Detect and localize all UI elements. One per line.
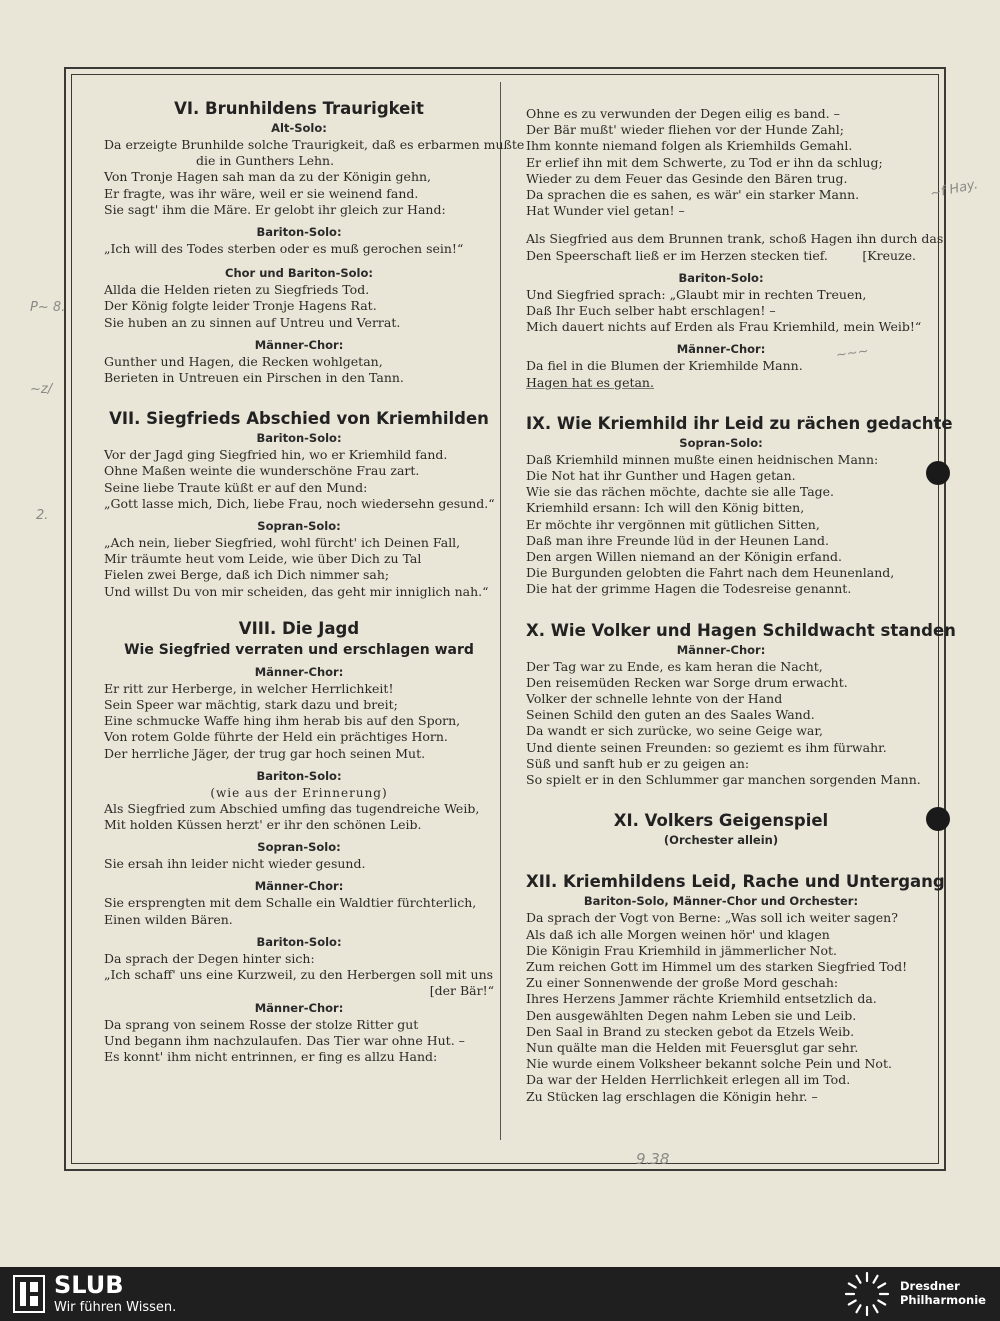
verse-line: Wieder zu dem Feuer das Gesinde den Bären trug. (526, 170, 848, 186)
verse-line: Hagen hat es getan. (526, 374, 654, 390)
verse-line: Er fragte, was ihr wäre, weil er sie weinend fand. (104, 185, 419, 201)
verse-line: Als Siegfried zum Abschied umfing das tugendreiche Weib, (104, 800, 480, 816)
dp-line-2: Philharmonie (900, 1293, 986, 1307)
verse-line: Fielen zwei Berge, daß ich Dich nimmer sah; (104, 567, 390, 583)
verse-line: Ihres Herzens Jammer rächte Kriemhild entsetzlich da. (526, 991, 877, 1007)
verse-line: Zu einer Sonnenwende der große Mord geschah: (526, 975, 839, 991)
verse-line: „Ich schaff' uns eine Kurzweil, zu den Herbergen soll mit uns (104, 967, 494, 983)
punch-hole-bottom (926, 807, 950, 831)
verse-line: Und diente seinen Freunden: so geziemt es ihm fürwahr. (526, 739, 887, 755)
section-title: VII. Siegfrieds Abschied von Kriemhilden (109, 409, 489, 429)
pencil-mark: ~f Hay. (928, 177, 980, 202)
footer-bar (0, 1267, 1000, 1321)
verse-line: Der König folgte leider Tronje Hagens Rat. (104, 298, 377, 314)
voice-label: Männer-Chor: (254, 1000, 344, 1015)
verse-line: Der Tag war zu Ende, es kam heran die Nacht, (526, 658, 823, 674)
verse-line: Sie ersprengten mit dem Schalle ein Waldtier fürchterlich, (104, 895, 477, 911)
punch-hole-top (926, 461, 950, 485)
verse-line: Einen wilden Bären. (104, 911, 233, 927)
verse-line: Süß und sanft hub er zu geigen an: (526, 755, 750, 771)
voice-label: Männer-Chor: (254, 337, 344, 352)
voice-label: Bariton-Solo, Männer-Chor und Orchester: (583, 894, 859, 909)
verse-line: Volker der schnelle lehnte von der Hand (526, 691, 783, 707)
left-column (104, 98, 525, 1065)
pencil-mark: ~z/ (30, 382, 53, 397)
verse-line: Es konnt' ihm nicht entrinnen, er fing es allzu Hand: (104, 1048, 438, 1064)
verse-line: Zu Stücken lag erschlagen die Königin hehr. – (526, 1088, 818, 1104)
verse-line: Berieten in Untreuen ein Pirschen in den Tann. (104, 370, 404, 386)
verse-line: Da wandt er sich zurücke, wo seine Geige war, (526, 723, 823, 739)
voice-label: Männer-Chor: (254, 664, 344, 679)
verse-line: [der Bär!“ (429, 983, 494, 999)
dp-line-1: Dresdner (900, 1279, 960, 1293)
voice-label: Alt-Solo: (271, 121, 327, 135)
verse-line: Der Bär mußt' wieder fliehen vor der Hunde Zahl; (526, 122, 844, 138)
verse-line: Sie sagt' ihm die Märe. Er gelobt ihr gleich zur Hand: (104, 201, 446, 217)
verse-line: Da sprachen die es sahen, es wär' ein starker Mann. (526, 187, 860, 203)
verse-line: Der herrliche Jäger, der trug gar hoch seinen Mut. (104, 745, 426, 761)
pencil-mark: 2. (36, 508, 49, 523)
verse-line: Den argen Willen niemand an der Königin erfand. (526, 549, 843, 565)
verse-line: Seine liebe Traute küßt er auf den Mund: (104, 479, 368, 495)
slub-name[interactable]: SLUB (54, 1271, 124, 1299)
verse-line: Er erlief ihn mit dem Schwerte, zu Tod er ihn da schlug; (526, 154, 883, 170)
verse-line: „Gott lasse mich, Dich, liebe Frau, noch wiedersehn gesund.“ (104, 495, 495, 511)
voice-label: Bariton-Solo: (256, 934, 342, 949)
verse-line: Und begann ihm nachzulaufen. Das Tier war ohne Hut. – (104, 1032, 465, 1048)
verse-line: Vor der Jagd ging Siegfried hin, wo er Kriemhild fand. (104, 447, 448, 463)
verse-line: Gunther und Hagen, die Recken wohlgetan, (104, 353, 383, 369)
verse-line: Hat Wunder viel getan! – (526, 203, 685, 219)
slub-tagline: Wir führen Wissen. (54, 1300, 177, 1315)
verse-line: „Ach nein, lieber Siegfried, wohl fürcht' ich Deinen Fall, (104, 535, 461, 551)
verse-line: Sie huben an zu sinnen auf Untreu und Verrat. (104, 314, 401, 330)
verse-line: Und Siegfried sprach: „Glaubt mir in rechten Treuen, (526, 286, 867, 302)
verse-line: Daß Ihr Euch selber habt erschlagen! – (526, 303, 776, 319)
verse-line: Er möchte ihr vergönnen mit gütlichen Sitten, (526, 516, 820, 532)
column-divider (500, 82, 501, 1140)
voice-label: Sopran-Solo: (679, 435, 763, 450)
voice-label: Bariton-Solo: (256, 225, 342, 240)
voice-label: Männer-Chor: (676, 342, 766, 357)
verse-line: Die Burgunden gelobten die Fahrt nach dem Heunenland, (526, 565, 895, 581)
verse-line: Ihm konnte niemand folgen als Kriemhilds Gemahl. (526, 138, 853, 154)
voice-label: Bariton-Solo: (256, 768, 342, 783)
section-subtitle: Wie Siegfried verraten und erschlagen ward (124, 641, 474, 658)
verse-line: Er ritt zur Herberge, in welcher Herrlichkeit! (104, 680, 394, 696)
verse-line: Den ausgewählten Degen nahm Leben sie und Leib. (526, 1007, 857, 1023)
verse-line: Mich dauert nichts auf Erden als Frau Kriemhild, mein Weib!“ (526, 319, 922, 335)
verse-line: Da sprach der Degen hinter sich: (104, 950, 315, 966)
voice-label: Männer-Chor: (676, 642, 766, 657)
voice-label: Sopran-Solo: (257, 519, 341, 534)
verse-line: Kriemhild ersann: Ich will den König bitten, (526, 500, 805, 516)
verse-line: Da fiel in die Blumen der Kriemhilde Mann. (526, 358, 803, 374)
verse-line: Daß Kriemhild minnen mußte einen heidnischen Mann: (526, 451, 879, 467)
voice-label: Bariton-Solo: (256, 431, 342, 446)
verse-line: die in Gunthers Lehn. (196, 153, 335, 169)
verse-line: Von rotem Golde führte der Held ein prächtiges Horn. (104, 729, 448, 745)
pencil-mark: 9.38 (636, 1150, 670, 1168)
verse-line: Die Not hat ihr Gunther und Hagen getan. (526, 468, 796, 484)
section-title: XI. Volkers Geigenspiel (613, 811, 829, 831)
section-title: X. Wie Volker und Hagen Schildwacht standen (526, 620, 956, 640)
verse-line: Den reisemüden Recken war Sorge drum erwacht. (526, 674, 848, 690)
verse-line: Ohne Maßen weinte die wunderschöne Frau zart. (104, 463, 420, 479)
slub-logo-icon[interactable] (12, 1274, 46, 1314)
voice-label: Sopran-Solo: (257, 840, 341, 855)
pencil-mark: ~~~ (835, 343, 870, 364)
verse-line: Sie ersah ihn leider nicht wieder gesund. (104, 856, 366, 872)
verse-line-row (526, 248, 916, 264)
performance-note: (wie aus der Erinnerung) (210, 785, 388, 800)
section-title: VI. Brunhildens Traurigkeit (174, 99, 424, 118)
verse-line: Wie sie das rächen möchte, dachte sie alle Tage. (526, 484, 835, 500)
verse-line: Als Siegfried aus dem Brunnen trank, schoß Hagen ihn durch das (526, 231, 944, 247)
verse-line: So spielt er in den Schlummer gar manchen sorgenden Mann. (526, 772, 921, 788)
section-title: XII. Kriemhildens Leid, Rache und Untergang (526, 872, 945, 892)
section-title: IX. Wie Kriemhild ihr Leid zu rächen gedachte (526, 413, 953, 433)
pencil-mark: P~ 8. (30, 300, 66, 315)
voice-label: Chor und Bariton-Solo: (225, 266, 373, 281)
verse-line: Eine schmucke Waffe hing ihm herab bis auf den Sporn, (104, 713, 461, 729)
verse-line: Mir träumte heut vom Leide, wie über Dich zu Tal (104, 551, 422, 567)
verse-line: Von Tronje Hagen sah man da zu der Königin gehn, (104, 169, 432, 185)
verse-line: Den Speerschaft ließ er im Herzen stecken tief. (526, 247, 828, 263)
verse-line: Da erzeigte Brunhilde solche Traurigkeit, daß es erbarmen mußte (104, 137, 525, 152)
verse-line: „Ich will des Todes sterben oder es muß gerochen sein!“ (104, 241, 464, 257)
verse-line: Seinen Schild den guten an des Saales Wand. (526, 707, 815, 723)
verse-line: Da sprang von seinem Rosse der stolze Ritter gut (104, 1016, 419, 1032)
voice-label: Bariton-Solo: (678, 270, 764, 285)
verse-line: Als daß ich alle Morgen weinen hör' und klagen (526, 926, 830, 942)
verse-line: Nie wurde einem Volksheer bekannt solche Pein und Not. (526, 1056, 892, 1072)
verse-line: Da war der Helden Herrlichkeit erlegen all im Tod. (526, 1072, 851, 1088)
verse-line: Mit holden Küssen herzt' er ihr den schönen Leib. (104, 817, 422, 833)
verse-line: Zum reichen Gott im Himmel um des starken Siegfried Tod! (526, 958, 908, 974)
verse-line: Da sprach der Vogt von Berne: „Was soll ich weiter sagen? (526, 910, 898, 926)
verse-line: Die Königin Frau Kriemhild in jämmerlicher Not. (526, 942, 837, 958)
verse-line-continuation: [Kreuze. (862, 247, 916, 263)
verse-line: Und willst Du von mir scheiden, das geht mir inniglich nah.“ (104, 583, 489, 599)
verse-line: Die hat der grimme Hagen die Todesreise genannt. (526, 581, 852, 597)
section-title: VIII. Die Jagd (238, 618, 360, 638)
section-subtitle: (Orchester allein) (663, 833, 779, 848)
dresdner-philharmonie-logo-icon[interactable] (842, 1269, 892, 1319)
verse-line: Allda die Helden rieten zu Siegfrieds Tod. (104, 282, 370, 298)
verse-line: Den Saal in Brand zu stecken gebot da Etzels Weib. (526, 1023, 855, 1039)
dresdner-philharmonie-name[interactable] (900, 1279, 986, 1307)
verse-line: Nun quälte man die Helden mit Feuersglut gar sehr. (526, 1039, 859, 1055)
verse-line: Sein Speer war mächtig, stark dazu und breit; (104, 697, 398, 713)
verse-line: Ohne es zu verwunden der Degen eilig es band. – (526, 106, 840, 121)
voice-label: Männer-Chor: (254, 879, 344, 894)
verse-line: Daß man ihre Freunde lüd in der Heunen Land. (526, 532, 830, 548)
